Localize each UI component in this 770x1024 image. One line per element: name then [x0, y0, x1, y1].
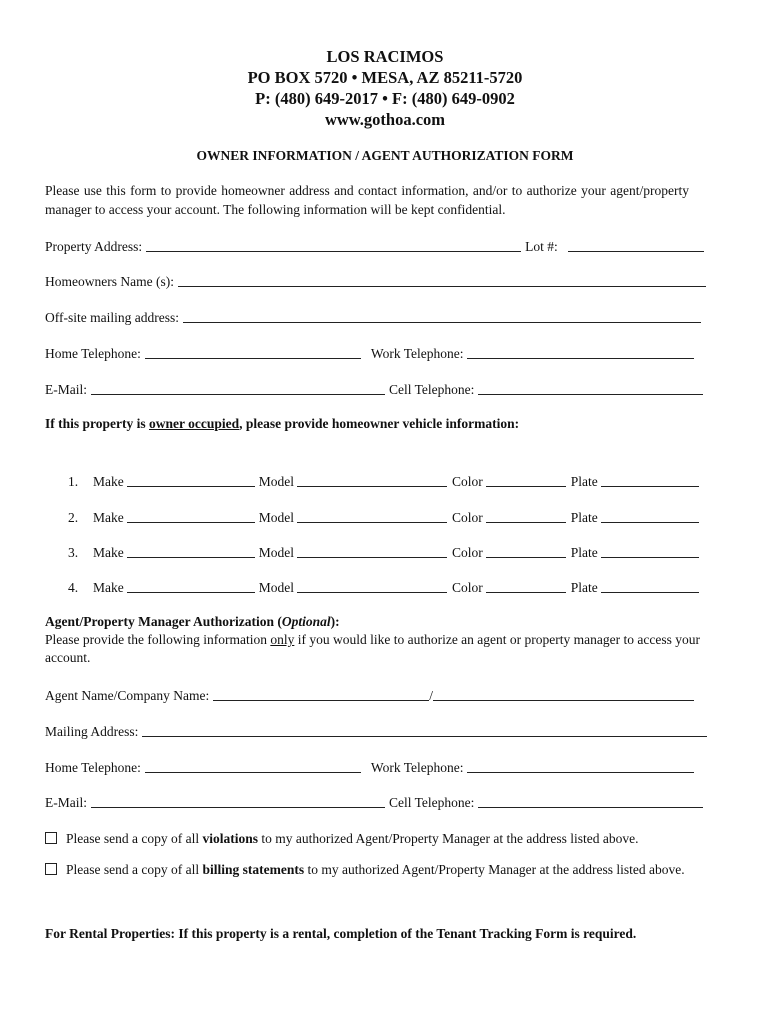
offsite-address-field[interactable]	[183, 309, 701, 323]
agent-mailing-row	[45, 720, 725, 740]
violations-option	[45, 824, 725, 853]
make-field[interactable]	[127, 509, 255, 523]
vehicle-heading-owner-occupied: owner occupied	[149, 416, 240, 431]
homeowners-name-row	[45, 270, 725, 290]
agent-mailing-label: Mailing Address:	[45, 724, 139, 739]
email-label: E-Mail:	[45, 382, 87, 397]
agent-cell-telephone-label: Cell Telephone:	[389, 795, 475, 810]
email-field[interactable]	[91, 381, 385, 395]
agent-work-telephone-field[interactable]	[467, 759, 694, 773]
model-field[interactable]	[297, 579, 447, 593]
agent-home-telephone-label: Home Telephone:	[45, 760, 141, 775]
agent-mailing-field[interactable]	[142, 723, 707, 737]
vehicle-row	[68, 470, 699, 490]
plate-label: Plate	[570, 545, 598, 560]
lot-field[interactable]	[568, 238, 704, 252]
letterhead	[0, 46, 770, 130]
agent-email-label: E-Mail:	[45, 795, 87, 810]
color-field[interactable]	[486, 473, 566, 487]
vehicle-number: 4.	[68, 580, 79, 595]
color-label: Color	[452, 580, 483, 595]
billing-text-suffix: to my authorized Agent/Property Manager at the address listed above.	[304, 862, 685, 877]
agent-name-row	[45, 684, 725, 704]
owner-email-row	[45, 378, 725, 398]
vehicle-row	[68, 506, 699, 526]
model-label: Model	[258, 545, 294, 560]
violations-text-suffix: to my authorized Agent/Property Manager at the address listed above.	[257, 831, 639, 846]
agent-name-label: Agent Name/Company Name:	[45, 688, 210, 703]
home-telephone-label: Home Telephone:	[45, 346, 141, 361]
agent-name-field[interactable]	[213, 687, 429, 701]
org-name: LOS RACIMOS	[326, 47, 444, 66]
model-label: Model	[258, 510, 294, 525]
billing-checkbox[interactable]	[45, 863, 57, 875]
model-field[interactable]	[297, 509, 447, 523]
make-field[interactable]	[127, 579, 255, 593]
org-phones: P: (480) 649-2017 • F: (480) 649-0902	[255, 89, 515, 108]
home-telephone-field[interactable]	[145, 345, 361, 359]
agent-email-field[interactable]	[91, 794, 385, 808]
make-field[interactable]	[127, 544, 255, 558]
form-title: OWNER INFORMATION / AGENT AUTHORIZATION FORM	[196, 148, 574, 163]
offsite-address-row	[45, 306, 725, 326]
agent-description	[45, 631, 725, 667]
vehicle-number: 2.	[68, 510, 79, 525]
make-label: Make	[93, 580, 124, 595]
vehicle-row	[68, 576, 699, 596]
agent-desc-only: only	[270, 632, 295, 647]
homeowners-name-field[interactable]	[178, 273, 706, 287]
agent-desc-prefix: Please provide the following information	[45, 632, 271, 647]
vehicle-row	[68, 541, 699, 561]
make-label: Make	[93, 474, 124, 489]
agent-heading	[45, 613, 725, 631]
plate-label: Plate	[570, 510, 598, 525]
lot-label: Lot #:	[525, 239, 558, 254]
vehicle-number: 3.	[68, 545, 79, 560]
agent-heading-prefix: Agent/Property Manager Authorization (	[45, 614, 282, 629]
plate-field[interactable]	[601, 509, 699, 523]
offsite-address-label: Off-site mailing address:	[45, 310, 179, 325]
property-address-label: Property Address:	[45, 239, 143, 254]
agent-email-row	[45, 791, 725, 811]
rental-note: For Rental Properties: If this property is a rental, completion of the Tenant Tracking Form is required.	[45, 926, 637, 941]
model-label: Model	[258, 580, 294, 595]
model-field[interactable]	[297, 473, 447, 487]
plate-field[interactable]	[601, 544, 699, 558]
agent-home-telephone-field[interactable]	[145, 759, 361, 773]
vehicle-heading-prefix: If this property is	[45, 416, 150, 431]
color-label: Color	[452, 510, 483, 525]
plate-field[interactable]	[601, 579, 699, 593]
owner-phone-row	[45, 342, 725, 362]
work-telephone-field[interactable]	[467, 345, 694, 359]
color-field[interactable]	[486, 579, 566, 593]
violations-checkbox[interactable]	[45, 832, 57, 844]
color-field[interactable]	[486, 544, 566, 558]
vehicle-heading-suffix: , please provide homeowner vehicle information:	[239, 416, 520, 431]
violations-text-prefix: Please send a copy of all	[66, 831, 203, 846]
make-field[interactable]	[127, 473, 255, 487]
property-address-field[interactable]	[146, 238, 521, 252]
property-address-row	[45, 235, 725, 255]
color-field[interactable]	[486, 509, 566, 523]
plate-label: Plate	[570, 580, 598, 595]
violations-text-bold: violations	[202, 831, 258, 846]
vehicle-heading	[45, 416, 519, 432]
intro-paragraph: Please use this form to provide homeowner address and contact information, and/or to authorize your agent/property manager to access your account. The following information will be kept confidential.	[45, 183, 689, 217]
model-field[interactable]	[297, 544, 447, 558]
agent-section-intro	[45, 613, 725, 667]
homeowners-name-label: Homeowners Name (s):	[45, 274, 174, 289]
make-label: Make	[93, 545, 124, 560]
make-label: Make	[93, 510, 124, 525]
billing-text-bold: billing statements	[202, 862, 305, 877]
company-name-field[interactable]	[433, 687, 694, 701]
agent-work-telephone-label: Work Telephone:	[370, 760, 464, 775]
vehicle-number: 1.	[68, 474, 79, 489]
color-label: Color	[452, 474, 483, 489]
cell-telephone-label: Cell Telephone:	[389, 382, 475, 397]
agent-heading-optional: Optional	[281, 614, 331, 629]
cell-telephone-field[interactable]	[478, 381, 703, 395]
agent-phone-row	[45, 756, 725, 776]
agent-name-slash: /	[429, 688, 433, 703]
agent-cell-telephone-field[interactable]	[478, 794, 703, 808]
agent-desc-suffix: if you would like to authorize an agent or property manager to access your account.	[45, 632, 700, 665]
billing-text-prefix: Please send a copy of all	[66, 862, 203, 877]
model-label: Model	[258, 474, 294, 489]
plate-field[interactable]	[601, 473, 699, 487]
agent-heading-suffix: ):	[330, 614, 340, 629]
plate-label: Plate	[570, 474, 598, 489]
work-telephone-label: Work Telephone:	[370, 346, 464, 361]
billing-option	[45, 855, 725, 884]
color-label: Color	[452, 545, 483, 560]
org-address: PO BOX 5720 • MESA, AZ 85211-5720	[247, 68, 523, 87]
org-website: www.gothoa.com	[324, 110, 446, 129]
